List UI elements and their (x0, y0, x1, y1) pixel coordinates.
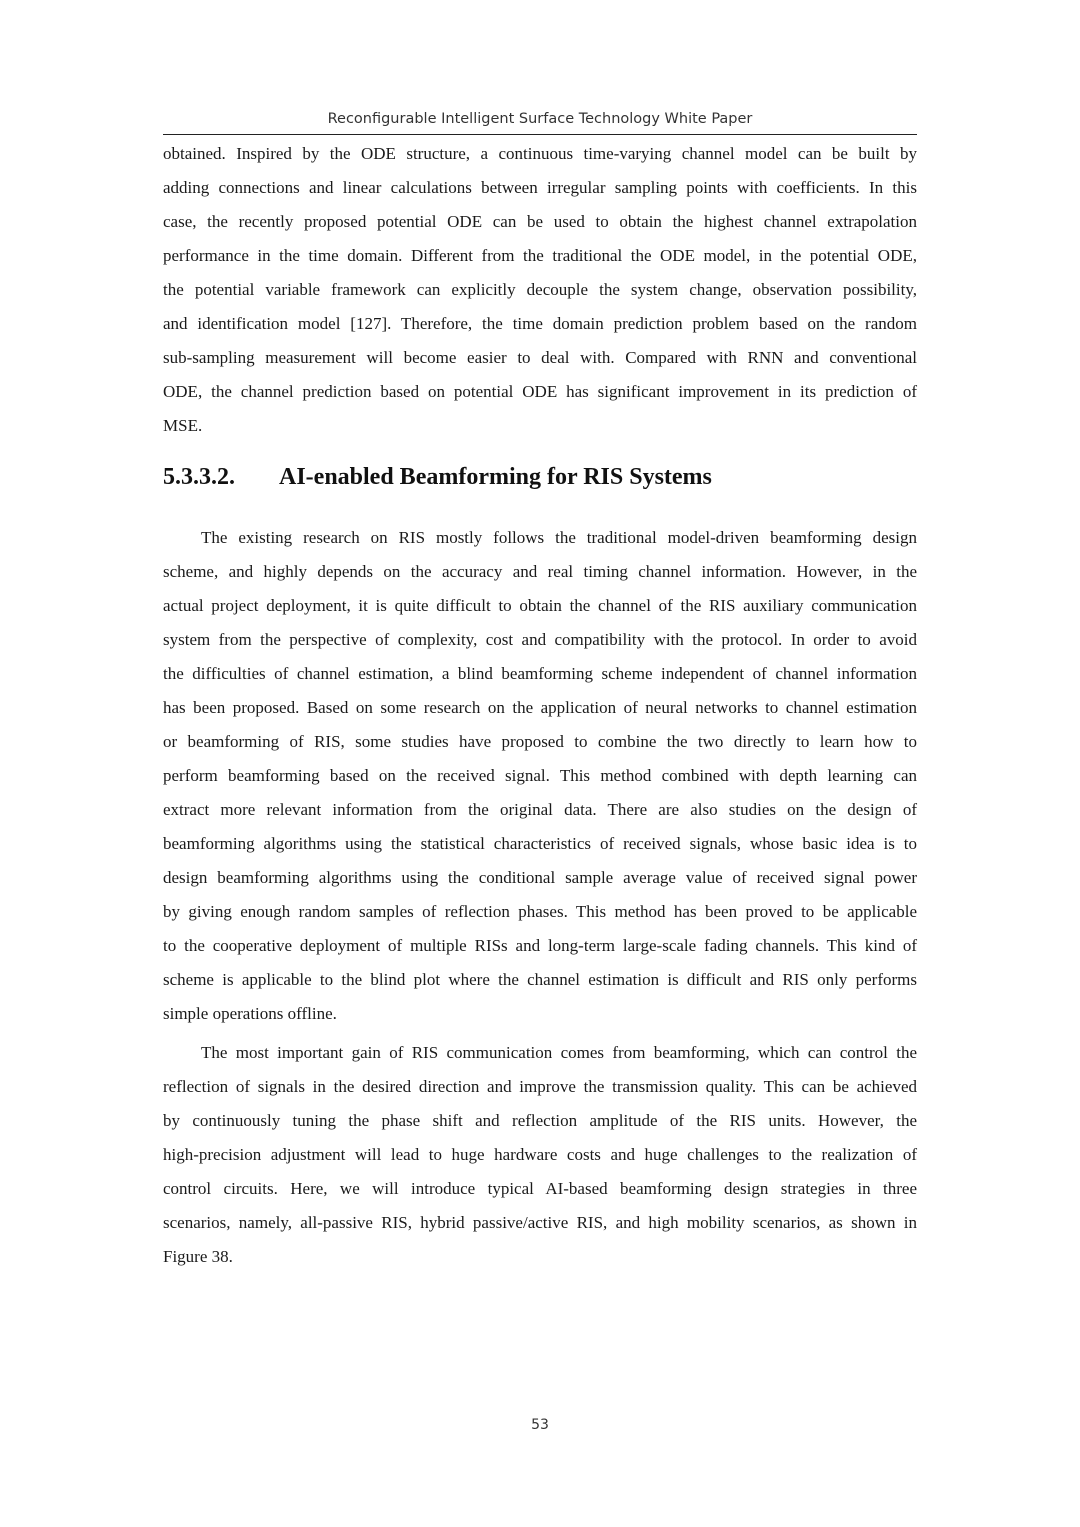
text-line: sub-sampling measurement will become easier to deal with. Compared with RNN and conventional (163, 348, 917, 367)
paragraph-1 (163, 137, 917, 443)
text-line: obtained. Inspired by the ODE structure, a continuous time-varying channel model can be built by (163, 144, 917, 163)
text-line: The most important gain of RIS communication comes from beamforming, which can control the (201, 1043, 917, 1062)
section-title: AI-enabled Beamforming for RIS Systems (279, 464, 712, 490)
text-line: the difficulties of channel estimation, a blind beamforming scheme independent of channel information (163, 664, 917, 683)
section-number: 5.3.3.2. (163, 464, 235, 490)
text-line: control circuits. Here, we will introduce typical AI-based beamforming design strategies in three (163, 1179, 917, 1198)
text-line: perform beamforming based on the received signal. This method combined with depth learning can (163, 766, 917, 785)
text-line: actual project deployment, it is quite difficult to obtain the channel of the RIS auxiliary communication (163, 596, 917, 615)
text-line: to the cooperative deployment of multiple RISs and long-term large-scale fading channels. This kind of (163, 936, 917, 955)
text-line: system from the perspective of complexity, cost and compatibility with the protocol. In order to avoid (163, 630, 917, 649)
text-line: extract more relevant information from the original data. There are also studies on the design of (163, 800, 917, 819)
text-line: MSE. (163, 416, 203, 435)
text-line: simple operations offline. (163, 1004, 337, 1023)
text-line: scheme, and highly depends on the accuracy and real timing channel information. However, in the (163, 562, 917, 581)
text-line: scenarios, namely, all-passive RIS, hybrid passive/active RIS, and high mobility scenarios, as shown in (163, 1213, 917, 1232)
text-line: or beamforming of RIS, some studies have proposed to combine the two directly to learn how to (163, 732, 917, 751)
paragraph-3 (163, 1036, 917, 1274)
text-line: The existing research on RIS mostly follows the traditional model-driven beamforming design (201, 528, 917, 547)
text-line: adding connections and linear calculations between irregular sampling points with coefficients. In this (163, 178, 917, 197)
text-line: by continuously tuning the phase shift and reflection amplitude of the RIS units. However, the (163, 1111, 917, 1130)
text-line: beamforming algorithms using the statistical characteristics of received signals, whose basic idea is to (163, 834, 917, 853)
header-rule (163, 134, 917, 135)
running-header: Reconfigurable Intelligent Surface Technology White Paper (327, 111, 753, 127)
text-line: ODE, the channel prediction based on potential ODE has significant improvement in its prediction of (163, 382, 917, 401)
section-heading (163, 464, 712, 491)
text-line: scheme is applicable to the blind plot where the channel estimation is difficult and RIS only performs (163, 970, 917, 989)
text-line: performance in the time domain. Different from the traditional the ODE model, in the potential ODE, (163, 246, 917, 265)
text-line: high-precision adjustment will lead to huge hardware costs and huge challenges to the realization of (163, 1145, 917, 1164)
text-line: by giving enough random samples of reflection phases. This method has been proved to be applicable (163, 902, 917, 921)
text-line: Figure 38. (163, 1247, 233, 1266)
paragraph-2 (163, 521, 917, 1031)
text-line: and identification model [127]. Therefore, the time domain prediction problem based on the random (163, 314, 917, 333)
text-line: the potential variable framework can explicitly decouple the system change, observation possibility, (163, 280, 917, 299)
text-line: design beamforming algorithms using the conditional sample average value of received signal power (163, 868, 917, 887)
text-line: reflection of signals in the desired direction and improve the transmission quality. This can be achieved (163, 1077, 917, 1096)
text-line: has been proposed. Based on some research on the application of neural networks to channel estimation (163, 698, 917, 717)
text-line: case, the recently proposed potential ODE can be used to obtain the highest channel extrapolation (163, 212, 917, 231)
page-number: 53 (531, 1417, 549, 1433)
